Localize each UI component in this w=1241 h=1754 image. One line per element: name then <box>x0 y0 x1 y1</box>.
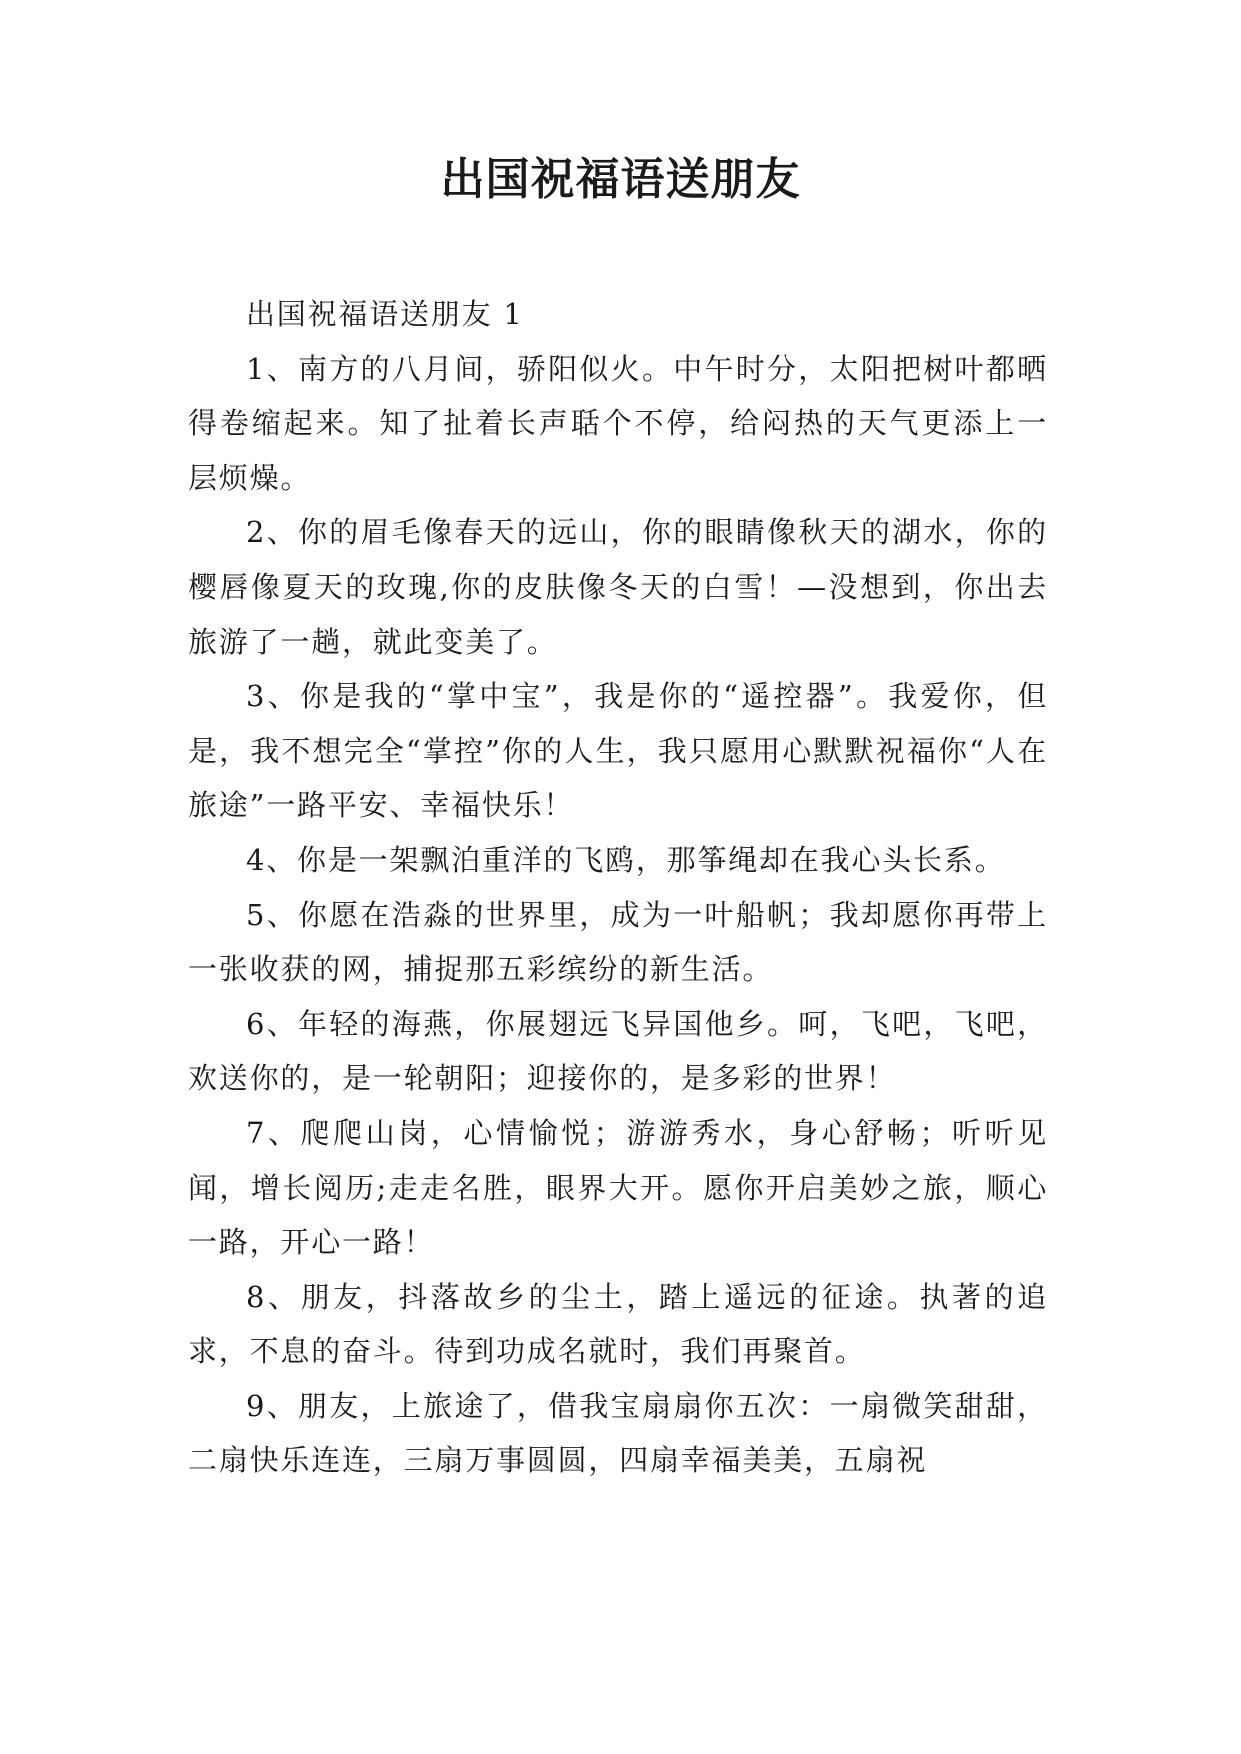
paragraph-4: 4、你是一架飘泊重洋的飞鸥，那筝绳却在我心头长系。 <box>246 842 1006 877</box>
paragraph-8: 8、朋友，抖落故乡的尘土，踏上遥远的征途。执著的追求，不息的奋斗。待到功成名就时，我们再聚首。 <box>188 1279 1048 1369</box>
document-body <box>188 287 1048 1488</box>
paragraph-7: 7、爬爬山岗，心情愉悦；游游秀水，身心舒畅；听听见闻，增长阅历;走走名胜，眼界大开。愿你开启美妙之旅，顺心一路，开心一路！ <box>188 1115 1048 1260</box>
paragraph-1: 1、南方的八月间，骄阳似火。中午时分，太阳把树叶都晒得卷缩起来。知了扯着长声聒个不停，给闷热的天气更添上一层烦燥。 <box>188 351 1048 495</box>
paragraph-heading: 出国祝福语送朋友 1 <box>246 297 524 331</box>
document-title: 出国祝福语送朋友 <box>440 154 801 205</box>
paragraph-3: 3、你是我的“掌中宝”，我是你的“遥控器”。我爱你，但是，我不想完全“掌控”你的人生，我只愿用心默默祝福你“人在旅途”一路平安、幸福快乐！ <box>188 679 1048 823</box>
paragraph-9: 9、朋友，上旅途了，借我宝扇扇你五次：一扇微笑甜甜，二扇快乐连连，三扇万事圆圆，四扇幸福美美，五扇祝 <box>188 1388 1048 1478</box>
paragraph-5: 5、你愿在浩淼的世界里，成为一叶船帆；我却愿你再带上一张收获的网，捕捉那五彩缤纷的新生活。 <box>188 897 1048 987</box>
paragraph-6: 6、年轻的海燕，你展翅远飞异国他乡。呵，飞吧，飞吧，欢送你的，是一轮朝阳；迎接你的，是多彩的世界！ <box>188 1006 1048 1096</box>
paragraph-2: 2、你的眉毛像春天的远山，你的眼睛像秋天的湖水，你的樱唇像夏天的玫瑰,你的皮肤像冬天的白雪！—没想到，你出去旅游了一趟，就此变美了。 <box>188 515 1048 659</box>
